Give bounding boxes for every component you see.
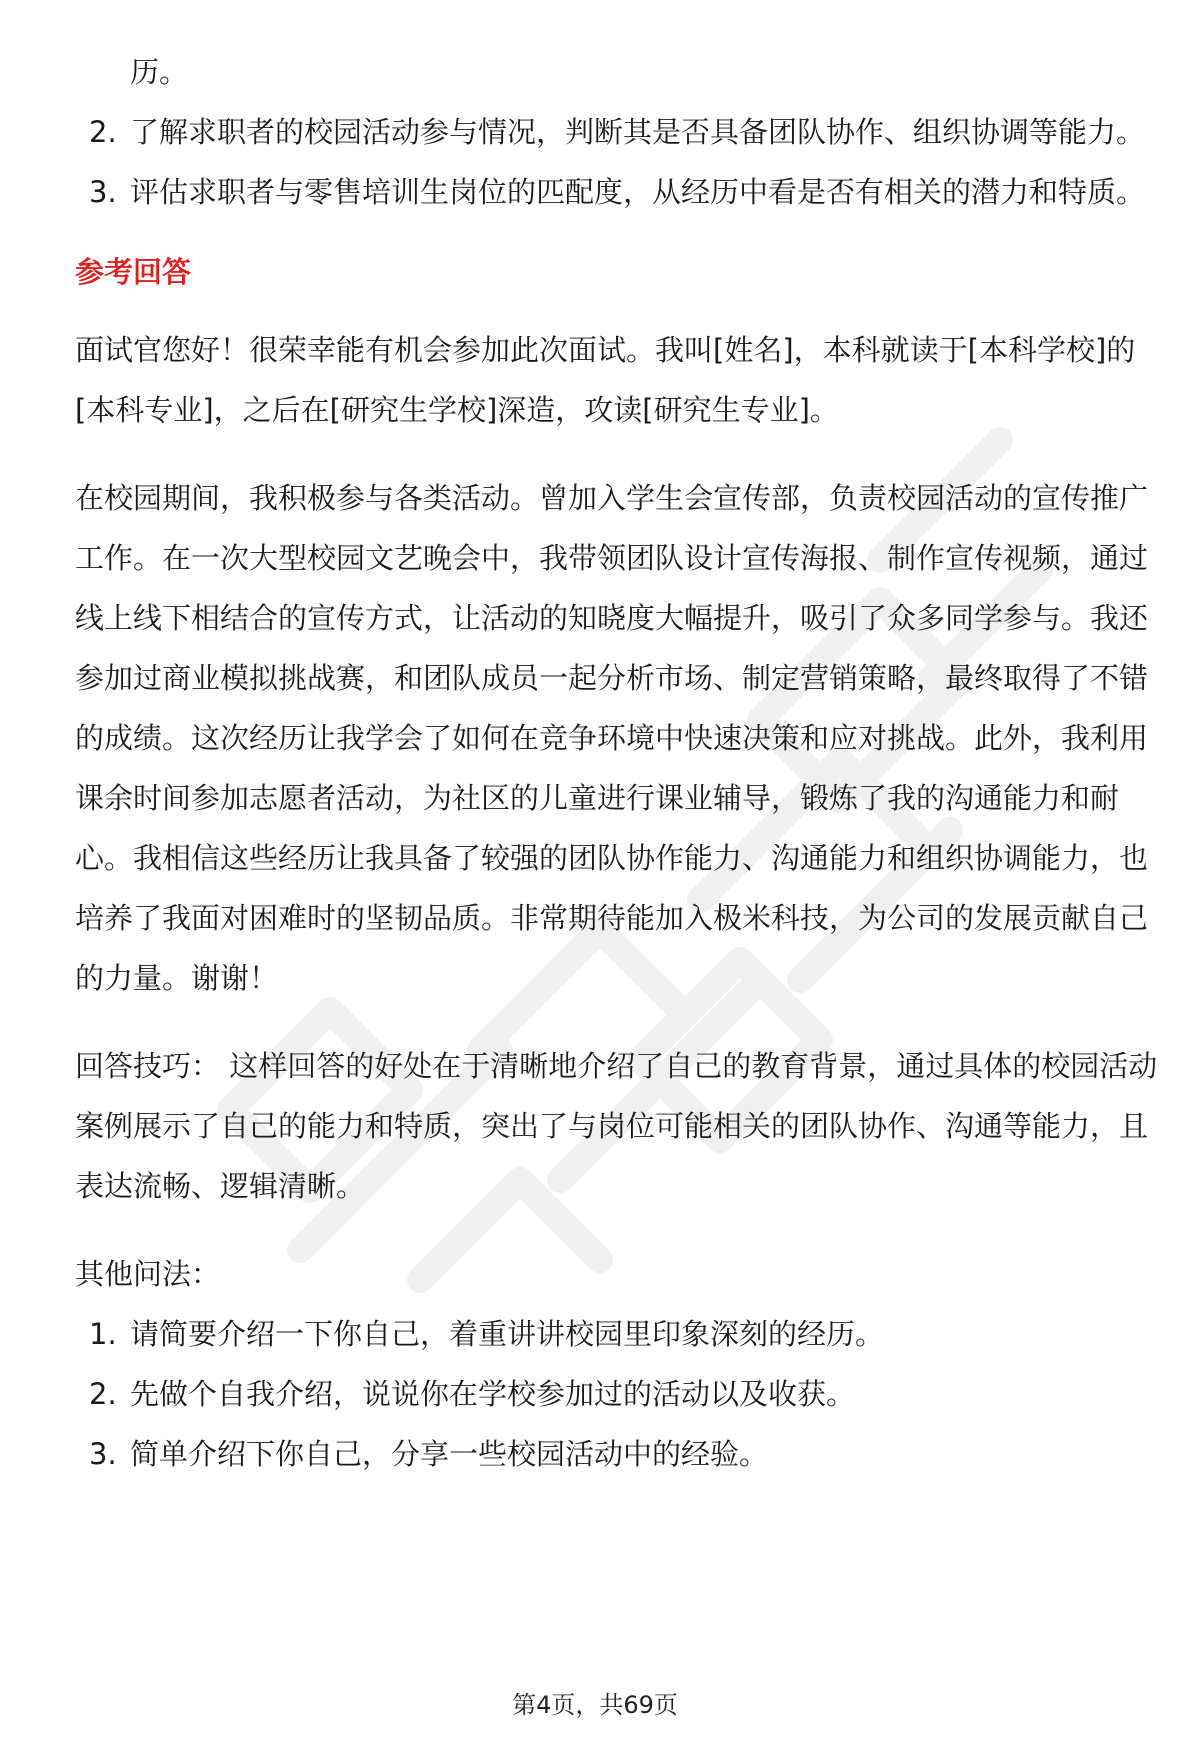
list-item-text: 了解求职者的校园活动参与情况，判断其是否具备团队协作、组织协调等能力。 [130,115,1146,149]
answer-paragraph-experience: 在校园期间，我积极参与各类活动。曾加入学生会宣传部，负责校园活动的宣传推广工作。在一次大型校园文艺晚会中，我带领团队设计宣传海报、制作宣传视频，通过线上线下相结合的宣传方式，让活动的知晓度大幅提升，吸引了众多同学参与。我还参加过商业模拟挑战赛，和团队成员一起分析市场、制定营销策略，最终取得了不错的成绩。这次经历让我学会了如何在竞争环境中快速决策和应对挑战。此外，我利用课余时间参加志愿者活动，为社区的儿童进行课业辅导，锻炼了我的沟通能力和耐心。我相信这些经历让我具备了较强的团队协作能力、沟通能力和组织协调能力，也培养了我面对困难时的坚韧品质。非常期待能加入极米科技，为公司的发展贡献自己的力量。谢谢！ [75,481,1149,995]
list-item [75,1364,1165,1424]
answer-paragraph-intro: 面试官您好！很荣幸能有机会参加此次面试。我叫[姓名]，本科就读于[本科学校]的[本科专业]，之后在[研究生学校]深造，攻读[研究生专业]。 [75,333,1136,427]
list-number: 2. [89,1377,117,1411]
list-item [75,162,1165,222]
list-item-text: 评估求职者与零售培训生岗位的匹配度，从经历中看是否有相关的潜力和特质。 [130,175,1146,209]
list-item-text: 请简要介绍一下你自己，着重讲讲校园里印象深刻的经历。 [130,1317,885,1351]
main-content [75,42,1165,1484]
other-questions-list [75,1304,1165,1484]
list-item [75,1304,1165,1364]
list-number: 3. [89,175,117,209]
list-item-text: 简单介绍下你自己，分享一些校园活动中的经验。 [130,1437,769,1471]
list-item-continuation: 历。 [130,55,189,89]
list-number: 3. [89,1437,117,1471]
intro-list [75,102,1165,222]
list-number: 2. [89,115,117,149]
list-number: 1. [89,1317,117,1351]
list-item-text: 先做个自我介绍，说说你在学校参加过的活动以及收获。 [130,1377,856,1411]
section-title-reference-answer: 参考回答 [75,255,192,289]
page-indicator: 第4页，共69页 [512,1691,678,1719]
other-questions-heading: 其他问法： [75,1257,221,1291]
list-item [75,102,1165,162]
answer-tips: 回答技巧： 这样回答的好处在于清晰地介绍了自己的教育背景，通过具体的校园活动案例展示了自己的能力和特质，突出了与岗位可能相关的团队协作、沟通等能力，且表达流畅、逻辑清晰。 [75,1049,1158,1203]
list-item [75,1424,1165,1484]
